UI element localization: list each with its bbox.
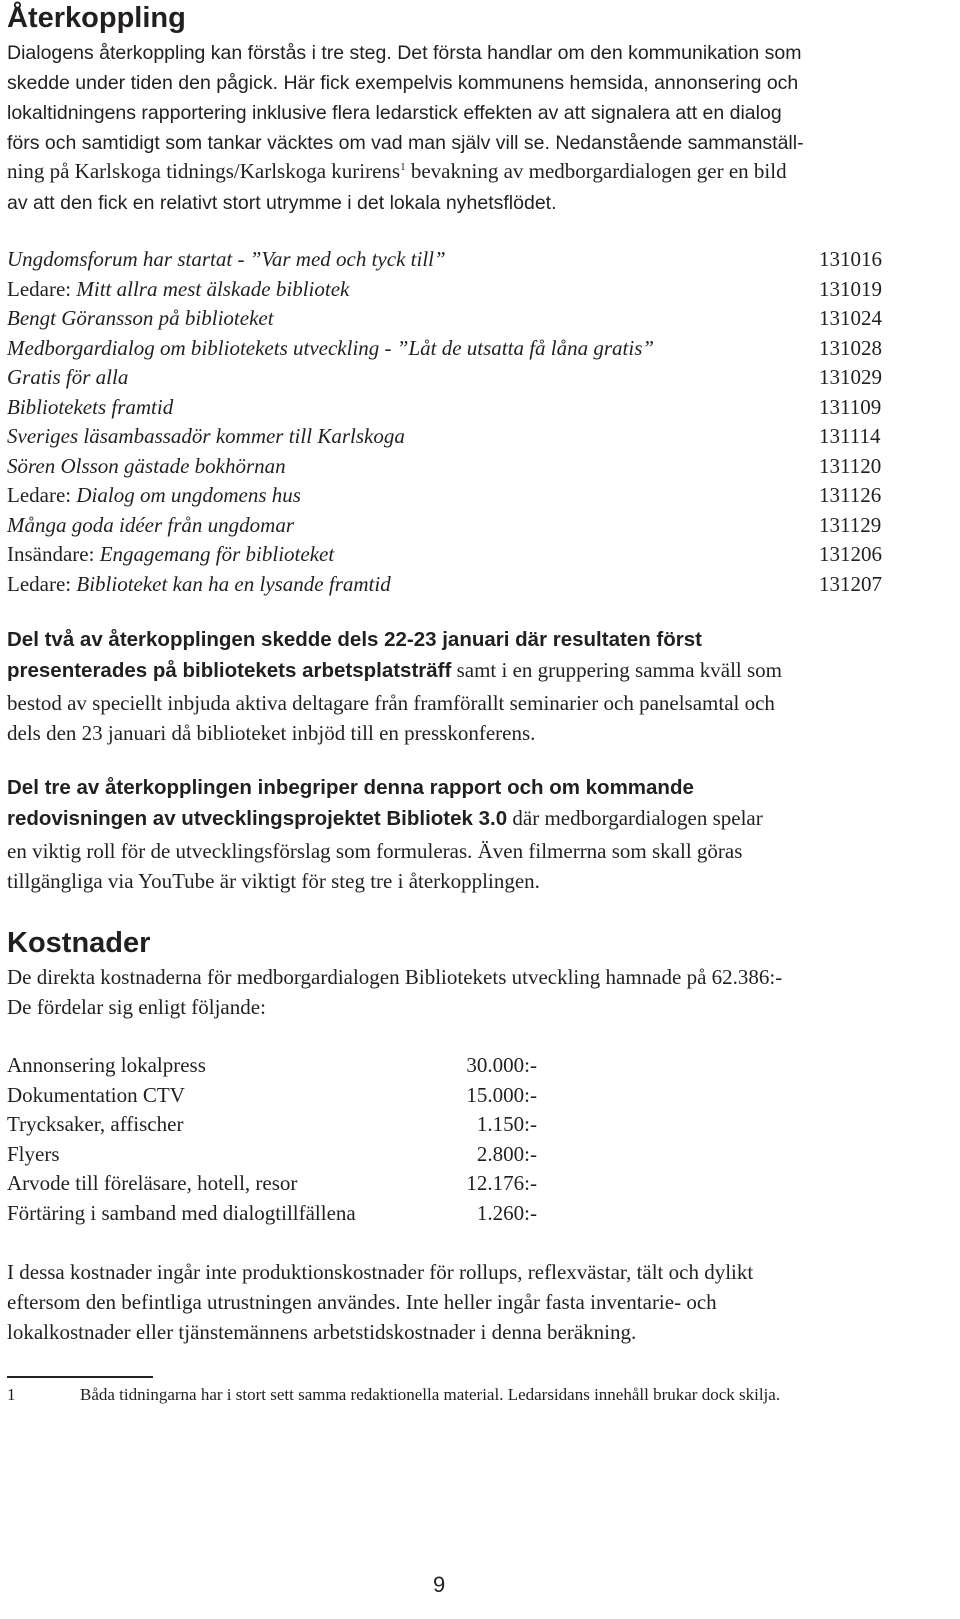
- article-title: Dialog om ungdomens hus: [76, 483, 301, 507]
- footnote-number: 1: [7, 1385, 16, 1404]
- cost-amount: 1.150:-: [476, 1112, 537, 1136]
- cost-label: Annonsering lokalpress: [7, 1053, 206, 1077]
- article-title: Ungdomsforum har startat - ”Var med och tyck till”: [7, 247, 446, 271]
- footnote-divider: [7, 1376, 153, 1378]
- article-row: [7, 451, 907, 481]
- intro-serif-line: [7, 156, 947, 186]
- article-row: [7, 421, 907, 451]
- cost-label: Flyers: [7, 1142, 60, 1166]
- article-title-group: [7, 392, 173, 422]
- article-date: 131028: [819, 336, 882, 360]
- article-row: [7, 244, 907, 274]
- intro-line: av att den fick en relativt stort utrymme i det lokala nyhetsflödet.: [7, 192, 557, 214]
- del-tre-line: tillgängliga via YouTube är viktigt för steg tre i återkopplingen.: [7, 869, 540, 893]
- kostnader-note-line: I dessa kostnader ingår inte produktionskostnader för rollups, reflexvästar, tält och dylikt: [7, 1260, 754, 1284]
- article-row: [7, 333, 907, 363]
- article-title-group: [7, 480, 301, 510]
- article-prefix: Ledare:: [7, 277, 77, 301]
- article-prefix: Insändare:: [7, 542, 100, 566]
- article-date: 131207: [819, 572, 882, 596]
- del-tre-bold-line: Del tre av återkopplingen inbegriper denna rapport och om kommande: [7, 776, 694, 799]
- article-date: 131029: [819, 365, 882, 389]
- footnote-reference[interactable]: 1: [400, 161, 406, 173]
- article-row: [7, 274, 907, 304]
- article-date: 131109: [819, 395, 882, 419]
- cost-label: Trycksaker, affischer: [7, 1112, 184, 1136]
- article-date: 131129: [819, 513, 882, 537]
- del-tva-paragraph: [7, 625, 952, 748]
- cost-label: Dokumentation CTV: [7, 1083, 185, 1107]
- intro-line: skedde under tiden den pågick. Här fick exempelvis kommunens hemsida, annonsering och: [7, 72, 799, 94]
- del-tva-bold-line: Del två av återkopplingen skedde dels 22-23 januari där resultaten först: [7, 628, 702, 651]
- article-title: Många goda idéer från ungdomar: [7, 513, 294, 537]
- article-title: Sören Olsson gästade bokhörnan: [7, 454, 286, 478]
- article-title: Sveriges läsambassadör kommer till Karlskoga: [7, 424, 405, 448]
- article-prefix: Ledare:: [7, 572, 77, 596]
- article-date: 131016: [819, 247, 882, 271]
- del-tre-line: en viktig roll för de utvecklingsförslag som formuleras. Även filmerrna som skall göras: [7, 839, 743, 863]
- del-tva-line: bestod av speciellt inbjuda aktiva deltagare från framförallt seminarier och panelsamtal och: [7, 691, 775, 715]
- del-tre-line: [7, 803, 952, 836]
- article-title: Gratis för alla: [7, 365, 129, 389]
- del-tva-line: dels den 23 januari då biblioteket inbjöd till en presskonferens.: [7, 721, 536, 745]
- kostnader-intro-line: De fördelar sig enligt följande:: [7, 995, 266, 1019]
- cost-row: [7, 1080, 547, 1110]
- article-title: Engagemang för biblioteket: [99, 542, 335, 566]
- kostnader-note-line: eftersom den befintliga utrustningen användes. Inte heller ingår fasta inventarie- och: [7, 1290, 717, 1314]
- intro-serif-text: ning på Karlskoga tidnings/Karlskoga kurirens: [7, 159, 401, 183]
- article-title-group: [7, 362, 128, 392]
- article-title: Mitt allra mest älskade bibliotek: [76, 277, 350, 301]
- cost-label: Arvode till föreläsare, hotell, resor: [7, 1171, 298, 1195]
- intro-line: [7, 128, 947, 158]
- intro-line-text: förs och samtidigt som tankar väcktes om vad man själv vill se.: [7, 132, 550, 154]
- article-row: [7, 569, 907, 599]
- kostnader-note: [7, 1257, 952, 1347]
- cost-amount: 15.000:-: [466, 1083, 537, 1107]
- article-title: Biblioteket kan ha en lysande framtid: [76, 572, 391, 596]
- article-title-group: [7, 421, 405, 451]
- article-prefix: Ledare:: [7, 483, 77, 507]
- article-date: 131019: [819, 277, 882, 301]
- article-title-group: [7, 333, 654, 363]
- article-date: 131126: [819, 483, 882, 507]
- intro-line-continued: Nedanstående sammanställ-: [555, 132, 804, 154]
- article-title-group: [7, 244, 446, 274]
- article-row: [7, 303, 907, 333]
- cost-row: [7, 1198, 547, 1228]
- article-title: Medborgardialog om bibliotekets utveckling - ”Låt de utsatta få låna gratis”: [7, 336, 655, 360]
- section-heading-aterkoppling: Återkoppling: [7, 2, 186, 34]
- cost-row: [7, 1109, 547, 1139]
- del-tva-bold-text: presenterades på bibliotekets arbetsplatsträff: [7, 659, 452, 682]
- article-date: 131024: [819, 306, 882, 330]
- article-row: [7, 539, 907, 569]
- cost-row: [7, 1139, 547, 1169]
- kostnader-intro-line: De direkta kostnaderna för medborgardialogen Bibliotekets utveckling hamnade på 62.386:-: [7, 965, 783, 989]
- intro-line: lokaltidningens rapportering inklusive flera ledarstick effekten av att signalera att en dialog: [7, 102, 782, 124]
- footnote-text: Båda tidningarna har i stort sett samma redaktionella material. Ledarsidans innehåll brukar dock skilja.: [80, 1385, 781, 1404]
- del-tre-paragraph: [7, 773, 952, 896]
- cost-amount: 12.176:-: [466, 1171, 537, 1195]
- article-title-group: [7, 451, 286, 481]
- cost-amount: 1.260:-: [476, 1201, 537, 1225]
- page-number: 9: [433, 1572, 446, 1597]
- cost-label: Förtäring i samband med dialogtillfällena: [7, 1201, 356, 1225]
- article-row: [7, 480, 907, 510]
- article-title: Bibliotekets framtid: [7, 395, 174, 419]
- intro-serif-text: bevakning av medborgardialogen ger en bild: [405, 159, 787, 183]
- article-date: 131206: [819, 542, 882, 566]
- kostnader-note-line: lokalkostnader eller tjänstemännens arbetstidskostnader i denna beräkning.: [7, 1320, 637, 1344]
- article-title: Bengt Göransson på biblioteket: [7, 306, 274, 330]
- del-tva-text: samt i en gruppering samma kväll som: [451, 658, 783, 682]
- article-row: [7, 362, 907, 392]
- article-row: [7, 392, 907, 422]
- cost-amount: 30.000:-: [466, 1053, 537, 1077]
- cost-row: [7, 1050, 547, 1080]
- cost-amount: 2.800:-: [476, 1142, 537, 1166]
- article-title-group: [7, 569, 391, 599]
- del-tre-text: där medborgardialogen spelar: [507, 806, 763, 830]
- kostnader-intro: [7, 962, 952, 1022]
- del-tre-bold-text: redovisningen av utvecklingsprojektet Bibliotek 3.0: [7, 807, 508, 830]
- section-heading-kostnader: Kostnader: [7, 927, 151, 959]
- article-date: 131120: [819, 454, 882, 478]
- article-title-group: [7, 510, 294, 540]
- article-title-group: [7, 303, 274, 333]
- intro-paragraph: [7, 38, 947, 158]
- article-title-group: [7, 274, 349, 304]
- cost-row: [7, 1168, 547, 1198]
- article-row: [7, 510, 907, 540]
- intro-line: Dialogens återkoppling kan förstås i tre steg. Det första handlar om den kommunikation som: [7, 42, 802, 64]
- article-date: 131114: [819, 424, 881, 448]
- del-tva-line: [7, 655, 952, 688]
- article-title-group: [7, 539, 334, 569]
